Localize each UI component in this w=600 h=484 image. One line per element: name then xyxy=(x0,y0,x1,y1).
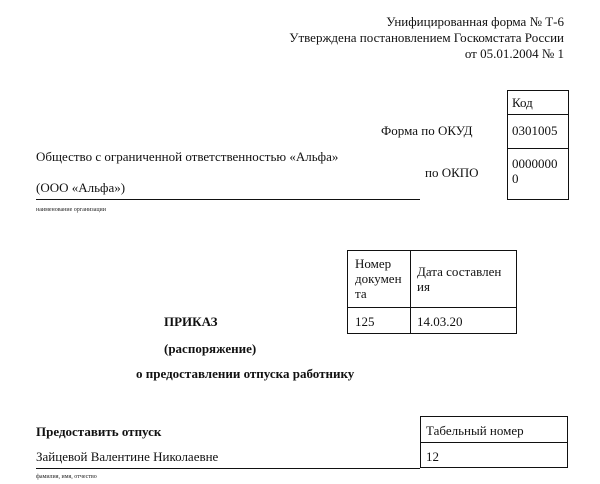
approval-date: от 05.01.2004 № 1 xyxy=(464,46,564,61)
order-subject: о предоставлении отпуска работнику xyxy=(136,366,355,381)
doc-table-divider xyxy=(410,250,411,334)
order-subtitle: (распоряжение) xyxy=(164,341,257,356)
doc-date-header-2: ия xyxy=(417,279,430,294)
order-title: ПРИКАЗ xyxy=(164,314,218,329)
code-head: Код xyxy=(512,95,533,110)
okpo-value-line1: 0000000 xyxy=(512,156,558,171)
doc-table-divider xyxy=(347,307,517,308)
organization-caption: наименование организации xyxy=(36,207,106,213)
doc-number-header-3: та xyxy=(355,286,367,301)
grant-leave-label: Предоставить отпуск xyxy=(36,424,162,439)
organization-short-name: (ООО «Альфа») xyxy=(36,180,126,195)
organization-underline xyxy=(36,199,420,200)
employee-name: Зайцевой Валентине Николаевне xyxy=(36,449,219,464)
okpo-value-line2: 0 xyxy=(512,171,519,186)
code-divider xyxy=(507,114,569,115)
code-divider xyxy=(507,148,569,149)
okud-value: 0301005 xyxy=(512,123,558,138)
tab-number-value: 12 xyxy=(426,449,439,464)
doc-number-header-2: докумен xyxy=(355,271,402,286)
doc-number-header-1: Номер xyxy=(355,256,392,271)
form-name: Унифицированная форма № Т-6 xyxy=(386,14,564,29)
okud-label: Форма по ОКУД xyxy=(381,123,473,138)
tab-number-header: Табельный номер xyxy=(426,423,524,438)
approval-line: Утверждена постановлением Госкомстата России xyxy=(289,30,564,45)
tab-number-divider xyxy=(420,442,568,443)
okpo-label: по ОКПО xyxy=(425,165,479,180)
doc-date-value: 14.03.20 xyxy=(417,314,463,329)
employee-underline xyxy=(36,468,420,469)
doc-number-value: 125 xyxy=(355,314,375,329)
employee-caption: фамилия, имя, отчество xyxy=(36,474,97,480)
doc-date-header-1: Дата составлен xyxy=(417,264,502,279)
organization-full-name: Общество с ограниченной ответственностью «Альфа» xyxy=(36,149,339,164)
